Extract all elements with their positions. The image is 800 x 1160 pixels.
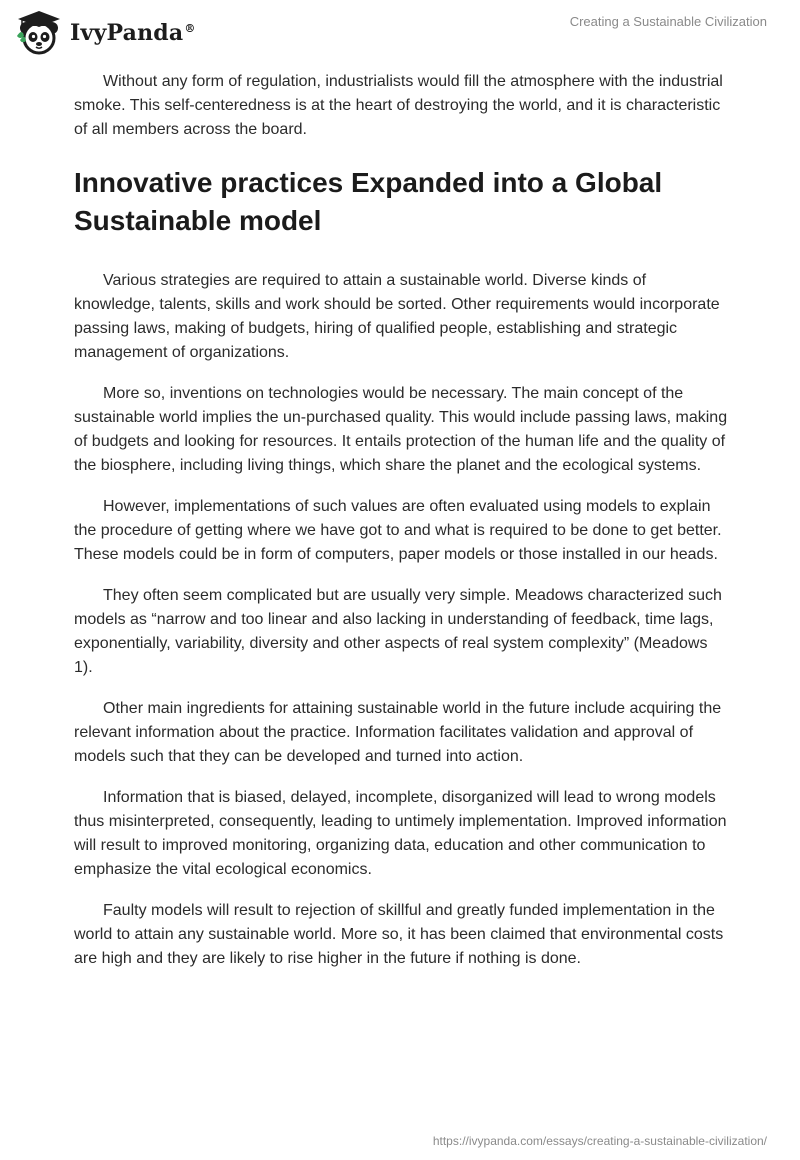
panda-graduate-icon (14, 8, 64, 58)
ivypanda-logo[interactable] (14, 8, 196, 58)
brand-name: IvyPanda® (70, 20, 196, 46)
body-paragraph: However, implementations of such values are often evaluated using models to explain the procedure of getting where we have got to and what is required to be done to get better. These models could be in form of computers, paper models or those installed in our heads. (74, 498, 722, 563)
body-paragraph: Information that is biased, delayed, incomplete, disorganized will lead to wrong models thus misinterpreted, consequently, leading to untimely implementation. Improved information will result to improved monitoring, organizing data, education and other communication to emphasize the vital ecological economics. (74, 789, 727, 878)
essay-content (74, 70, 730, 988)
document-title: Creating a Sustainable Civilization (569, 14, 767, 29)
body-paragraph: More so, inventions on technologies would be necessary. The main concept of the sustainable world implies the un-purchased quality. This would include passing laws, making of budgets and looking for resources. It entails protection of the human life and the quality of the biosphere, including living things, which share the planet and the ecological systems. (74, 385, 728, 474)
body-paragraph: Various strategies are required to attain a sustainable world. Diverse kinds of knowledge, talents, skills and work should be sorted. Other requirements would incorporate passing laws, making of budgets, hiring of qualified people, establishing and strategic management of organizations. (74, 272, 720, 361)
body-paragraph: They often seem complicated but are usually very simple. Meadows characterized such models as “narrow and too linear and also lacking in understanding of feedback, time lags, exponentially, variability, diversity and other aspects of real system complexity” (Meadows 1). (74, 587, 722, 676)
page-header (0, 0, 800, 70)
body-paragraph: Other main ingredients for attaining sustainable world in the future include acquiring the relevant information about the practice. Information facilitates validation and approval of models such that they can be developed and turned into action. (74, 700, 722, 765)
section-heading: Innovative practices Expanded into a Global Sustainable model (74, 167, 663, 236)
body-paragraph: Faulty models will result to rejection of skillful and greatly funded implementation in the world to attain any sustainable world. More so, it has been claimed that environmental costs are high and they are likely to rise higher in the future if nothing is done. (74, 902, 724, 967)
source-url[interactable]: https://ivypanda.com/essays/creating-a-sustainable-civilization/ (432, 1134, 767, 1148)
intro-paragraph: Without any form of regulation, industrialists would fill the atmosphere with the industrial smoke. This self-centeredness is at the heart of destroying the world, and it is characteristic of all members across the board. (74, 73, 723, 138)
